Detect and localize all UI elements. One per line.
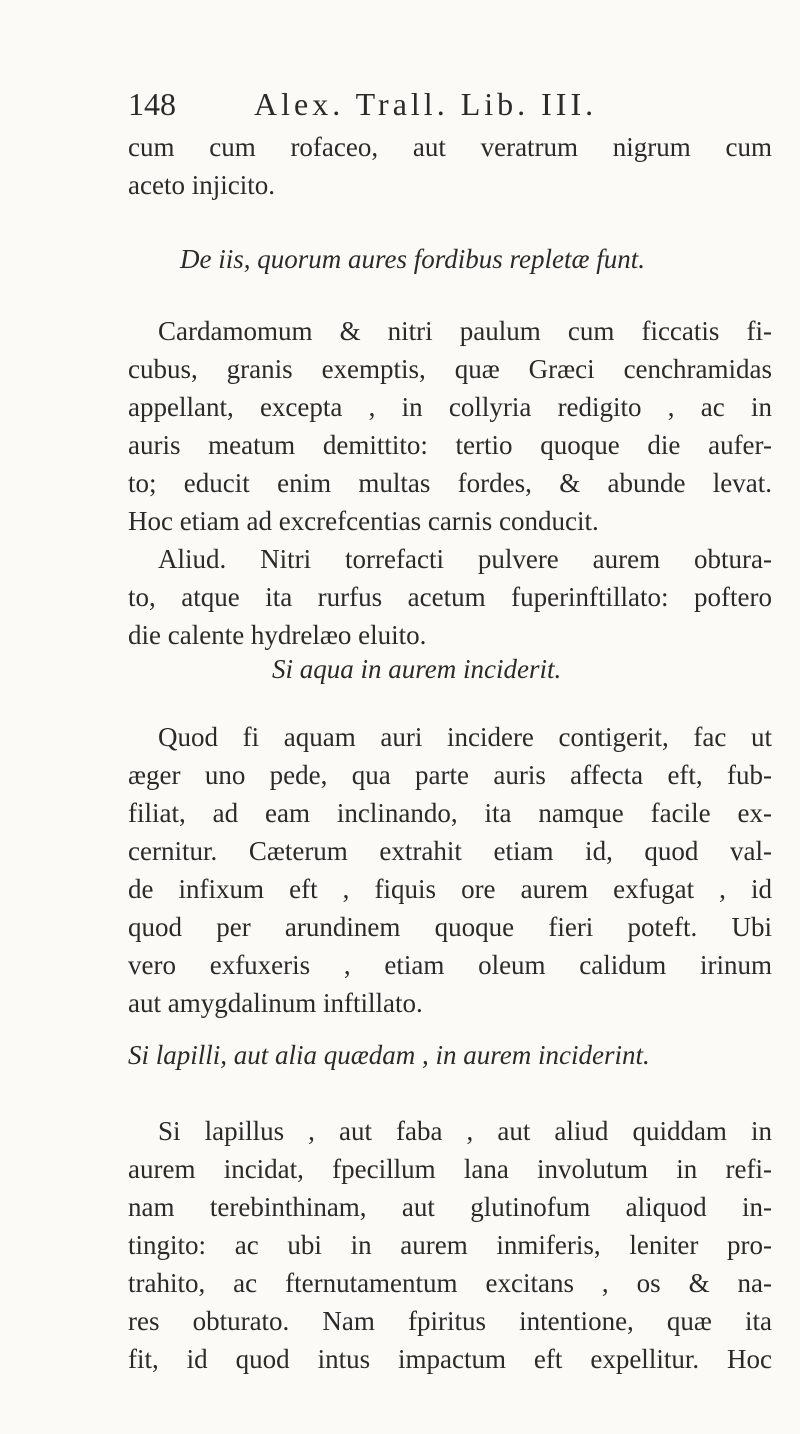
- text-line: cum cum rofaceo, aut veratrum nigrum cum: [128, 132, 772, 162]
- text-line: to; educit enim multas fordes, & abunde levat.: [128, 468, 772, 498]
- text-line: de infixum eft , fiquis ore aurem exfugat , id: [128, 874, 772, 904]
- text-line: die calente hydrelæo eluito.: [128, 620, 427, 650]
- text-line: fit, id quod intus impactum eft expellitur. Hoc: [128, 1344, 772, 1374]
- section-heading: Si lapilli, aut alia quædam , in aurem inciderint.: [128, 1040, 650, 1070]
- text-line: appellant, excepta , in collyria redigito , ac in: [128, 392, 772, 422]
- text-line: aceto injicito.: [128, 170, 275, 200]
- text-line: to, atque ita rurfus acetum fuperinftillato: poftero: [128, 582, 772, 612]
- text-line: trahito, ac fternutamentum excitans , os & na-: [128, 1268, 772, 1298]
- text-line: quod per arundinem quoque fieri poteft. Ubi: [128, 912, 772, 942]
- text-line: aut amygdalinum inftillato.: [128, 988, 423, 1018]
- text-line: cernitur. Cæterum extrahit etiam id, quod val-: [128, 836, 772, 866]
- running-title: Alex. Trall. Lib. III.: [254, 86, 598, 122]
- text-line: aurem incidat, fpecillum lana involutum in refi-: [128, 1154, 772, 1184]
- text-line: vero exfuxeris , etiam oleum calidum irinum: [128, 950, 772, 980]
- text-line: Si lapillus , aut faba , aut aliud quiddam in: [158, 1116, 772, 1146]
- text-line: nam terebinthinam, aut glutinofum aliquod in-: [128, 1192, 772, 1222]
- section-heading: De iis, quorum aures fordibus repletæ funt.: [180, 244, 645, 274]
- paragraph: [128, 718, 772, 1022]
- text-line: Hoc etiam ad excrefcentias carnis conducit.: [128, 506, 599, 536]
- text-line: æger uno pede, qua parte auris affecta eft, fub-: [128, 760, 772, 790]
- paragraph: [128, 1112, 772, 1378]
- page-number: 148: [128, 86, 176, 122]
- paragraph-continuation: [128, 128, 772, 204]
- text-line: Cardamomum & nitri paulum cum ficcatis fi-: [158, 316, 772, 346]
- text-line: auris meatum demittito: tertio quoque die aufer-: [128, 430, 772, 460]
- text-line: tingito: ac ubi in aurem inmiferis, leniter pro-: [128, 1230, 772, 1260]
- text-line: cubus, granis exemptis, quæ Græci cenchramidas: [128, 354, 772, 384]
- section-heading: Si aqua in aurem inciderit.: [272, 654, 562, 684]
- text-line: res obturato. Nam fpiritus intentione, quæ ita: [128, 1306, 772, 1336]
- text-line: Quod fi aquam auri incidere contigerit, fac ut: [158, 722, 772, 752]
- text-line: Aliud. Nitri torrefacti pulvere aurem obtura-: [158, 544, 772, 574]
- text-line: filiat, ad eam inclinando, ita namque facile ex-: [128, 798, 772, 828]
- paragraph: [128, 312, 772, 654]
